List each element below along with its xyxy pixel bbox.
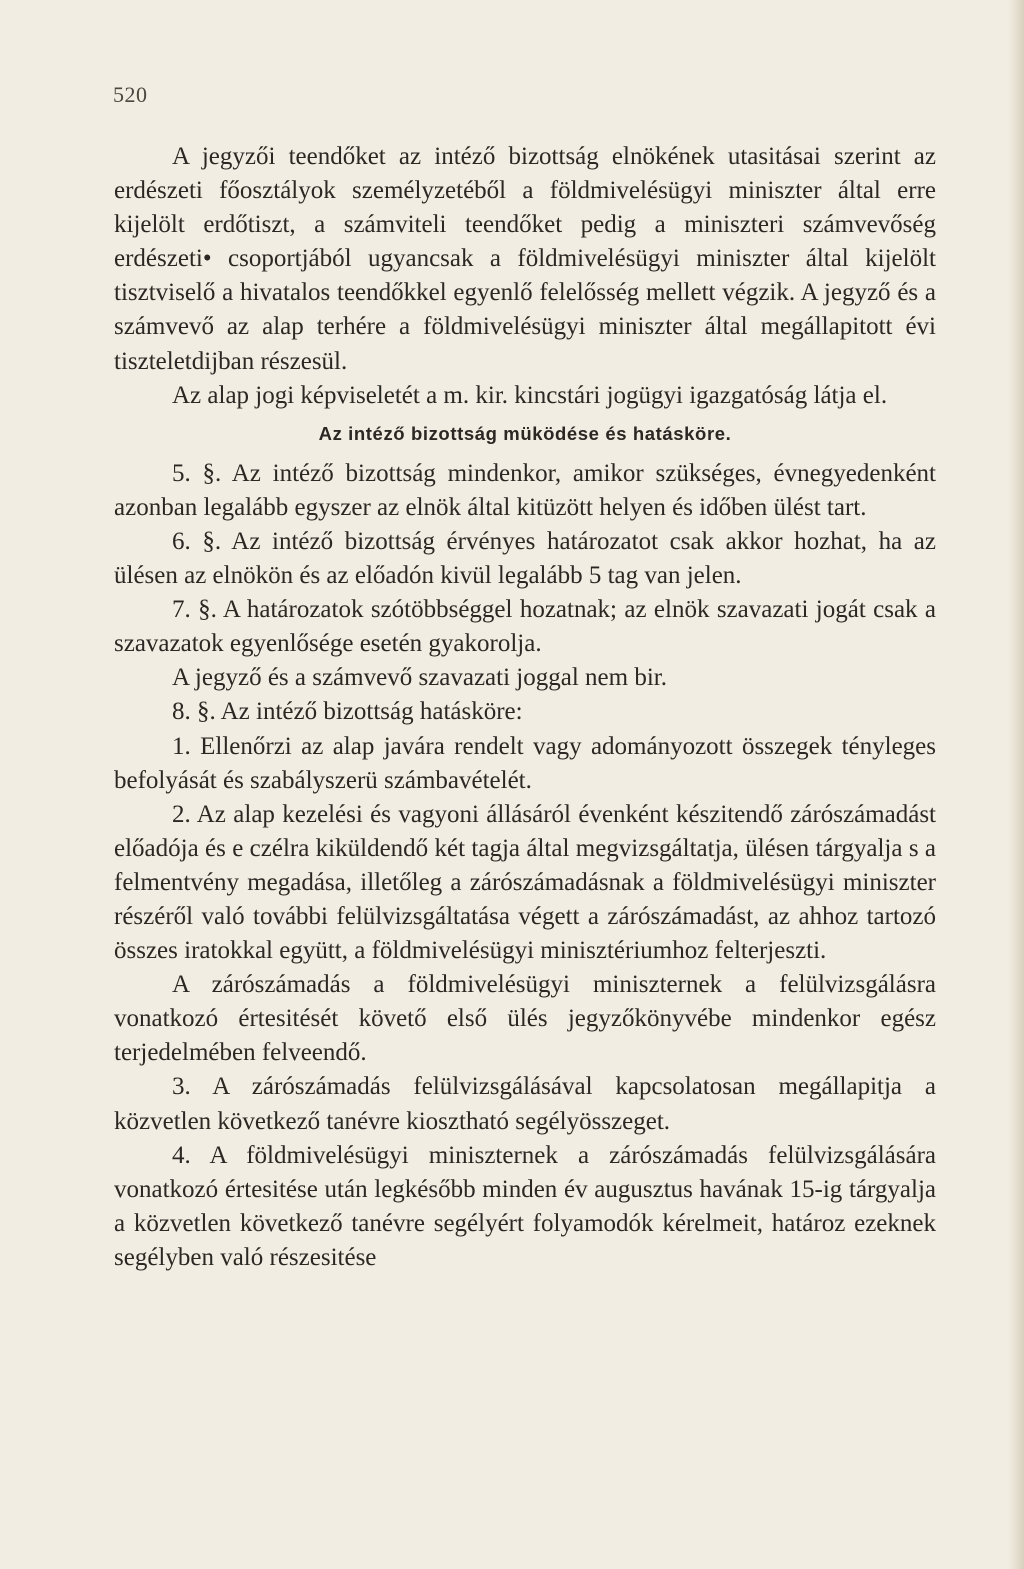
page-edge-shadow xyxy=(1008,0,1024,1569)
paragraph-zaroszamadas: A zárószámadás a földmivelésügyi miniszternek a felülvizsgálásra vonatkozó értesitését követő első ülés jegyzőkönyvébe mindenkor egész terjedelmében felveendő. xyxy=(114,971,936,1067)
paragraph-jogi-kepviselet: Az alap jogi képviseletét a m. kir. kincstári jogügyi igazgatóság látja el. xyxy=(172,381,888,409)
document-body xyxy=(114,140,936,1275)
paragraph-item-3: 3. A zárószámadás felülvizsgálásával kapcsolatosan megállapitja a közvetlen következő tanévre kiosztható segélyösszeget. xyxy=(114,1073,936,1135)
paragraph-section-5: 5. §. Az intéző bizottság mindenkor, amikor szükséges, évnegyedenként azonban legalább egyszer az elnök által kitüzött helyen és időben ülést tart. xyxy=(114,459,936,521)
paragraph-item-2: 2. Az alap kezelési és vagyoni állásáról évenként készitendő zárószámadást előadója és e czélra kiküldendő két tagja által megvizsgáltatja, ülésen tárgyalja s a felmentvény megadása, illetőleg a zárószámadásnak a földmivelésügyi miniszter részéről való további felülvizsgáltatása végett a zárószámadást, az ahhoz tartozó összes iratokkal együtt, a földmivelésügyi minisztériumhoz felterjeszti. xyxy=(114,800,936,965)
paragraph-section-6: 6. §. Az intéző bizottság érvényes határozatot csak akkor hozhat, ha az ülésen az elnökön és az előadón kivül legalább 5 tag van jelen. xyxy=(114,527,936,590)
paragraph-jegyzoi-teendok: A jegyzői teendőket az intéző bizottság elnökének utasitásai szerint az erdészeti főosztályok személyzetéből a földmivelésügyi miniszter által erre kijelölt erdőtiszt, a számviteli teendőket pedig a miniszteri számvevőség erdészeti• csoportjából ugyancsak a földmivelésügyi miniszter által kijelölt tisztviselő a hivatalos teendőkkel egyenlő felelősség mellett végzik. A jegyző és a számvevő az alap terhére a földmivelésügyi miniszter által megállapitott évi tiszteletdijban részesül. xyxy=(114,143,936,375)
paragraph-item-4: 4. A földmivelésügyi miniszternek a zárószámadás felülvizsgálására vonatkozó értesitése után legkésőbb minden év augusztus havának 15-ig tárgyalja a közvetlen következő tanévre segélyért folyamodók kérelmeit, határoz ezeknek segélyben való részesitése xyxy=(114,1141,936,1271)
section-heading: Az intéző bizottság müködése és hatásköre. xyxy=(318,422,732,444)
paragraph-item-1: 1. Ellenőrzi az alap javára rendelt vagy adományozott összegek tényleges befolyását és szabályszerü számbavételét. xyxy=(114,732,936,794)
paragraph-szavazati-jog: A jegyző és a számvevő szavazati joggal nem bir. xyxy=(172,664,667,692)
page-number: 520 xyxy=(113,82,148,107)
paragraph-section-7: 7. §. A határozatok szótöbbséggel hozatnak; az elnök szavazati jogát csak a szavazatok egyenlősége esetén gyakorolja. xyxy=(114,596,936,658)
paragraph-section-8: 8. §. Az intéző bizottság hatásköre: xyxy=(172,698,523,726)
